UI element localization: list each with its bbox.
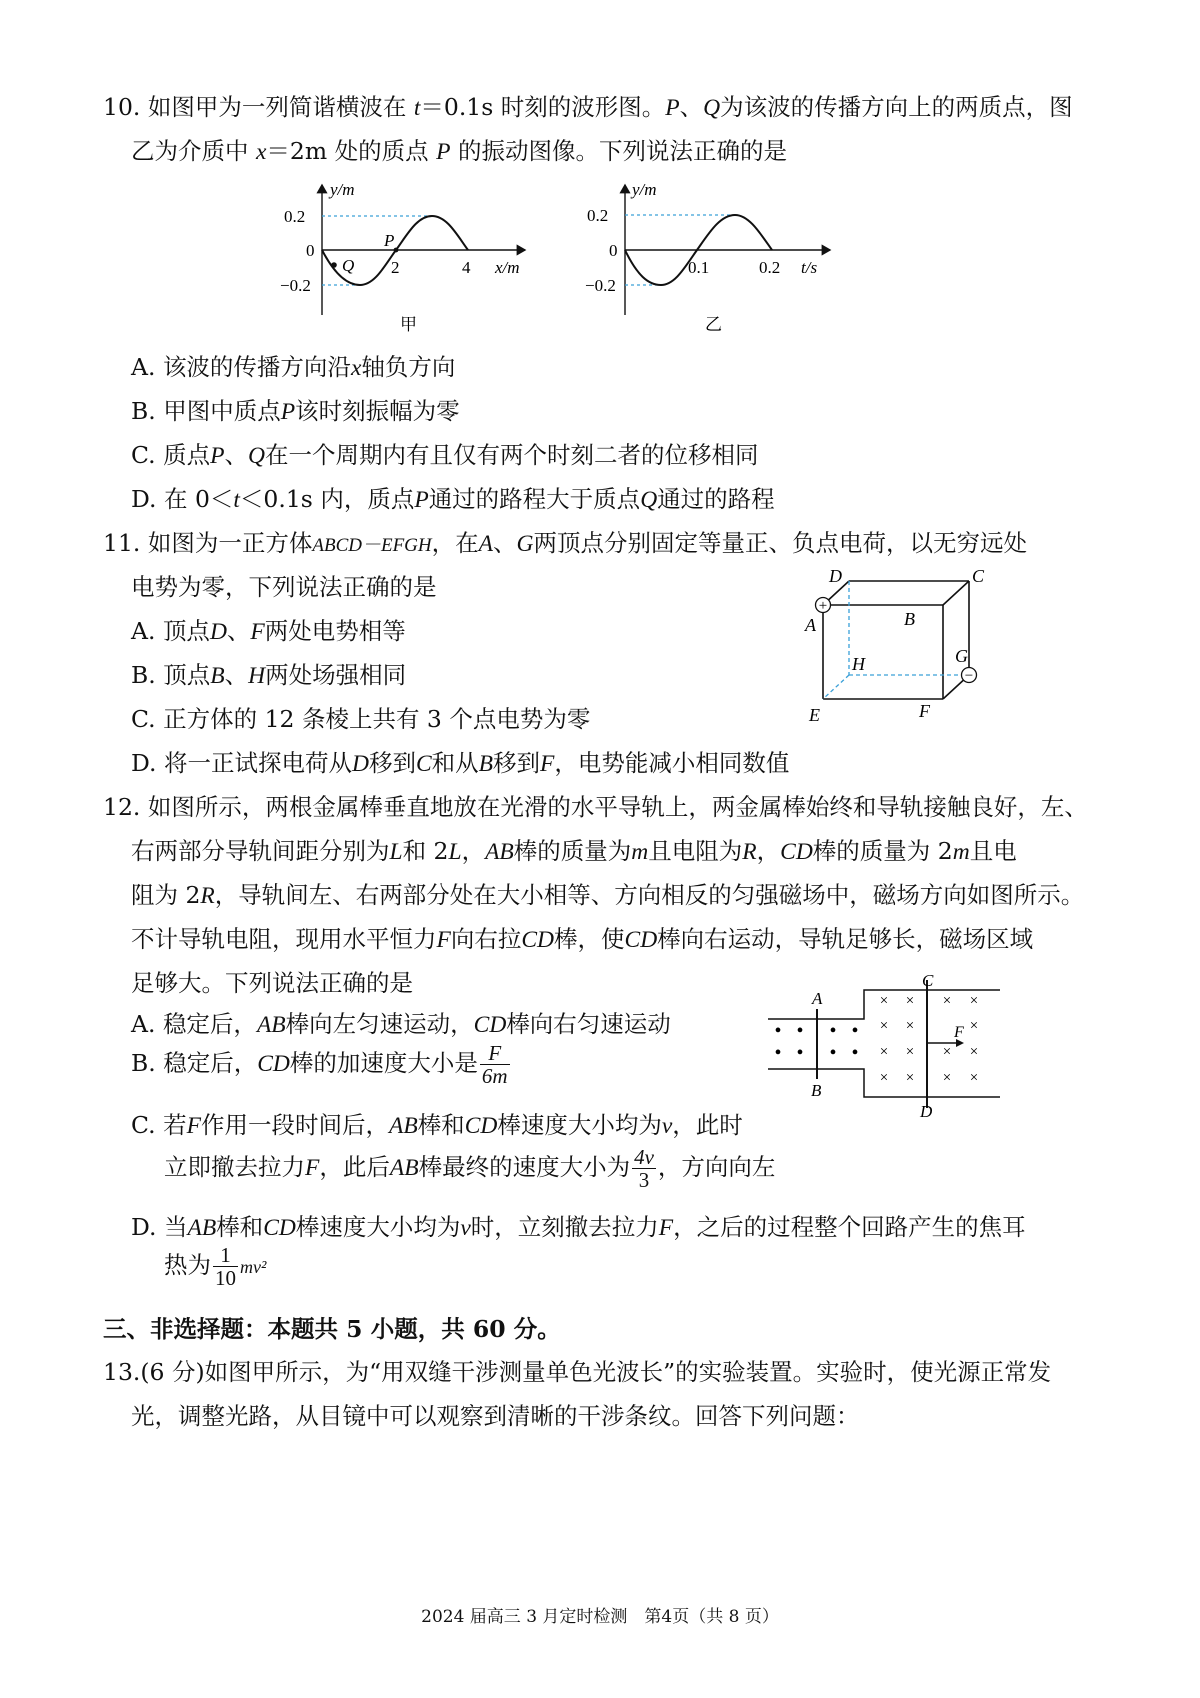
- fraction-1-over-10: $\frac{1}{10}$: [215, 1243, 236, 1291]
- page-footer: 2024 届高三 3 月定时检测 第4页（共 8 页）: [421, 1607, 779, 1627]
- q12-option-b: B. 稳定后，CD棒的加速度大小是 $\frac{F}{6m}$: [131, 1041, 508, 1089]
- cube-label-D: D: [829, 566, 842, 586]
- q11-option-d: D. 将一正试探电荷从D移到C和从B移到F，电势能减小相同数值: [131, 749, 790, 777]
- q12-stem-line3: 阻为 2R，导轨间左、右两部分处在大小相等、方向相反的匀强磁场中，磁场方向如图所示。: [131, 881, 1085, 909]
- field-cross: ×: [879, 1044, 889, 1060]
- wave-figure-jia: [280, 175, 550, 335]
- cube-label-G: G: [955, 646, 968, 666]
- field-cross: ×: [969, 1044, 979, 1060]
- jia-caption: 甲: [400, 315, 417, 334]
- field-dot: •: [774, 1020, 782, 1042]
- q12-stem-line2: 右两部分导轨间距分别为L和 2L，AB棒的质量为m且电阻为R，CD棒的质量为 2m且电: [131, 837, 1017, 865]
- cube-label-H: H: [852, 654, 865, 674]
- field-cross: ×: [942, 1044, 952, 1060]
- q12-stem-line1: 12. 如图所示，两根金属棒垂直地放在光滑的水平导轨上，两金属棒始终和导轨接触良好，左、: [103, 793, 1088, 821]
- jia-tick-y-top: 0.2: [284, 207, 306, 226]
- field-cross: ×: [969, 1070, 979, 1086]
- field-dot: •: [851, 1042, 859, 1064]
- yi-caption: 乙: [705, 315, 722, 334]
- yi-xlabel: t/s: [801, 258, 818, 277]
- jia-label-Q: Q: [342, 256, 355, 275]
- q10-option-a: A. 该波的传播方向沿x轴负方向: [131, 353, 456, 381]
- vibration-figure-yi: [585, 175, 845, 335]
- field-cross: ×: [905, 1018, 915, 1034]
- q11-option-a: A. 顶点D、F两处电势相等: [131, 617, 406, 645]
- rails-figure: [760, 970, 1010, 1120]
- q10-option-b: B. 甲图中质点P该时刻振幅为零: [131, 397, 460, 425]
- q12-option-d-line2: 热为 $\frac{1}{10}$ mv²: [164, 1243, 267, 1291]
- yi-tick-x-01: 0.1: [688, 258, 710, 277]
- field-cross: ×: [905, 1044, 915, 1060]
- jia-point-Q: [331, 262, 337, 268]
- q12-stem-line5: 足够大。下列说法正确的是: [131, 969, 413, 997]
- field-cross: ×: [879, 1070, 889, 1086]
- field-dot: •: [829, 1020, 837, 1042]
- cube-label-C: C: [972, 566, 985, 586]
- q10-stem-line2: 乙为介质中 x＝2m 处的质点 P 的振动图像。下列说法正确的是: [131, 137, 787, 165]
- field-dot: •: [796, 1020, 804, 1042]
- q11-option-c: C. 正方体的 12 条棱上共有 3 个点电势为零: [131, 705, 591, 733]
- field-dot: •: [851, 1020, 859, 1042]
- field-cross: ×: [879, 1018, 889, 1034]
- cube-edge-BC: [943, 581, 969, 605]
- cube-label-B: B: [904, 609, 915, 629]
- field-cross: ×: [879, 993, 889, 1009]
- negative-charge-sign: −: [964, 668, 974, 684]
- jia-ylabel: y/m: [330, 180, 355, 199]
- field-cross: ×: [905, 1070, 915, 1086]
- q10-option-d: D. 在 0＜t＜0.1s 内，质点P通过的路程大于质点Q通过的路程: [131, 485, 775, 513]
- fraction-F-over-6m: $\frac{F}{6m}$: [481, 1041, 508, 1089]
- field-cross: ×: [942, 1070, 952, 1086]
- rails-label-D: D: [920, 1102, 933, 1120]
- cube-figure: [795, 565, 995, 730]
- field-cross: ×: [905, 993, 915, 1009]
- yi-tick-x-02: 0.2: [759, 258, 781, 277]
- field-dot: •: [774, 1042, 782, 1064]
- cube-label-E: E: [809, 705, 820, 725]
- field-cross: ×: [969, 993, 979, 1009]
- fraction-4v-over-3: $\frac{4v}{3}$: [634, 1145, 654, 1193]
- q11-option-b: B. 顶点B、H两处场强相同: [131, 661, 407, 689]
- q10-option-c: C. 质点P、Q在一个周期内有且仅有两个时刻二者的位移相同: [131, 441, 759, 469]
- q13-stem-line1: 13.(6 分)如图甲所示，为“用双缝干涉测量单色光波长”的实验装置。实验时，使光源正常发: [103, 1358, 1052, 1386]
- field-dot: •: [796, 1042, 804, 1064]
- q12-option-d-line1: D. 当AB棒和CD棒速度大小均为v时，立刻撤去拉力F，之后的过程整个回路产生的焦耳: [131, 1213, 1026, 1241]
- field-cross: ×: [942, 993, 952, 1009]
- q12-stem-line4: 不计导轨电阻，现用水平恒力F向右拉CD棒，使CD棒向右运动，导轨足够长，磁场区域: [131, 925, 1034, 953]
- jia-tick-x-4: 4: [462, 258, 471, 277]
- cube-label-A: A: [805, 615, 816, 635]
- q12-option-c-line2: 立即撤去拉力F，此后AB棒最终的速度大小为 $\frac{4v}{3}$ ，方向向左: [164, 1145, 776, 1193]
- section-heading: 三、非选择题：本题共 5 小题，共 60 分。: [103, 1315, 561, 1343]
- jia-label-P: P: [384, 231, 395, 250]
- q10-stem-line1: 10. 如图甲为一列简谐横波在 t＝0.1s 时刻的波形图。P、Q为该波的传播方向上的两质点，图: [103, 93, 1073, 121]
- q12-option-a: A. 稳定后，AB棒向左匀速运动，CD棒向右匀速运动: [131, 1010, 671, 1038]
- cube-label-F: F: [919, 701, 930, 721]
- yi-tick-y-zero: 0: [609, 241, 618, 260]
- q13-stem-line2: 光，调整光路，从目镜中可以观察到清晰的干涉条纹。回答下列问题：: [131, 1402, 860, 1430]
- q11-stem-line2: 电势为零，下列说法正确的是: [131, 573, 437, 601]
- yi-tick-y-top: 0.2: [587, 206, 609, 225]
- field-dot: •: [829, 1042, 837, 1064]
- field-cross: ×: [969, 1018, 979, 1034]
- q12-option-c-line1: C. 若F作用一段时间后，AB棒和CD棒速度大小均为v，此时: [131, 1111, 743, 1139]
- positive-charge-sign: +: [818, 598, 828, 614]
- rails-label-C: C: [922, 971, 934, 990]
- yi-ylabel: y/m: [632, 180, 657, 199]
- jia-tick-x-2: 2: [391, 258, 400, 277]
- cube-edge-HE: [823, 675, 849, 699]
- yi-tick-y-bottom: −0.2: [585, 276, 616, 295]
- q11-stem-line1: 11. 如图为一正方体ABCD－EFGH，在A、G两顶点分别固定等量正、负点电荷，以无穷远处: [103, 529, 1027, 557]
- jia-tick-y-zero: 0: [306, 241, 315, 260]
- rails-label-A: A: [812, 989, 823, 1008]
- jia-tick-y-bottom: −0.2: [280, 276, 311, 295]
- rails-label-F: F: [954, 1024, 964, 1041]
- rails-label-B: B: [811, 1081, 822, 1100]
- jia-xlabel: x/m: [495, 258, 520, 277]
